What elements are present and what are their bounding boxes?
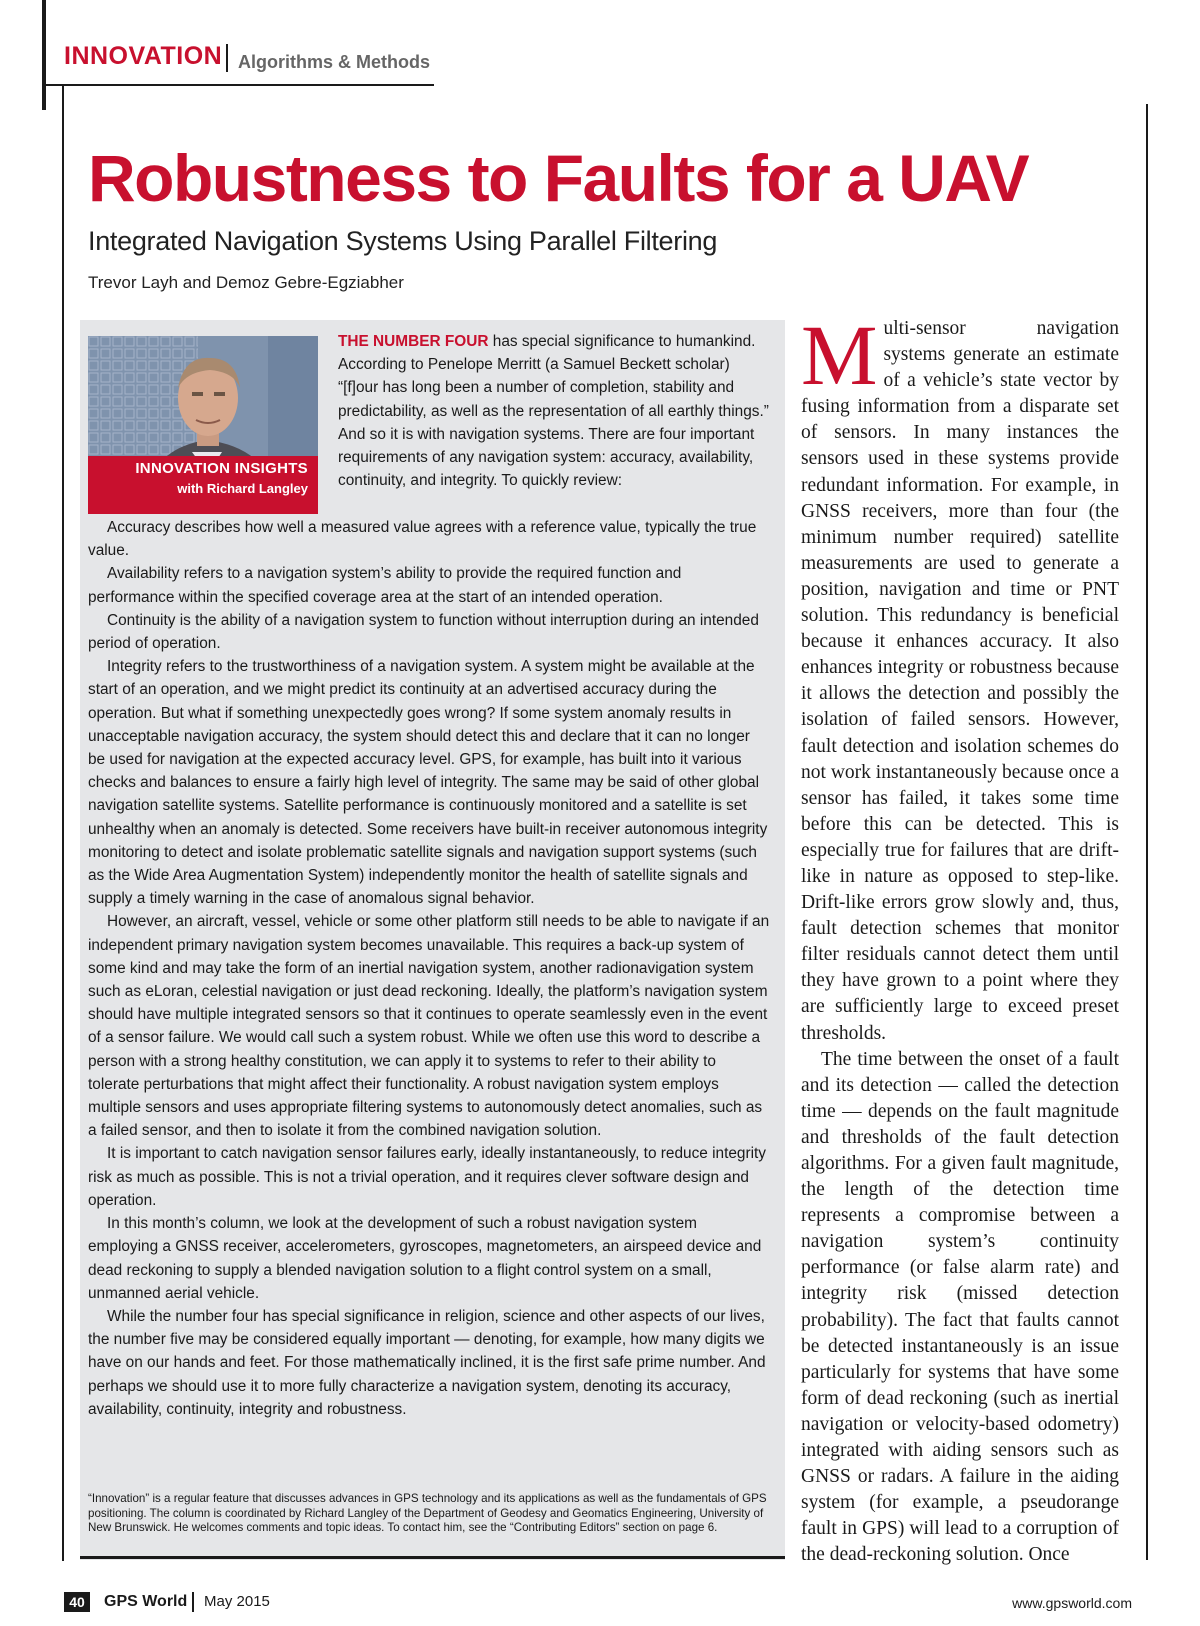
- article-authors: Trevor Layh and Demoz Gebre-Egziabher: [88, 273, 404, 292]
- header-underline: [46, 84, 434, 86]
- article-paragraph: [801, 307, 1119, 1047]
- header-left-rule: [42, 0, 46, 110]
- publication-name: GPS World: [104, 1593, 188, 1610]
- article-title: Robustness to Faults for a UAV: [88, 141, 1029, 215]
- section-tag: INNOVATION: [64, 42, 223, 70]
- first-paragraph-text: ulti-sensor navigation systems generate an estimate of a vehicle’s state vector by fusing information from a disparate set of sensors. In many instances the sensors used in these systems provide redundant information. For example, in GNSS receivers, more than four (the minimum number required) satellite measurements are used to generate a position, navigation and time or PNT solution. This redundancy is beneficial because it enhances accuracy. It also enhances integrity or robustness because it allows the detection and possibly the isolation of failed sensors. However, fault detection and isolation schemes do not work instantaneously because once a sensor has failed, it takes some time before this can be detected. This is especially true for failures that are drift-like in nature as opposed to step-like. Drift-like errors grow slowly and, thus, fault detection schemes that monitor filter residuals cannot detect them until they have grown to a point where they are sufficiently large to exceed preset thresholds.: [801, 318, 1119, 1044]
- drop-cap: M: [801, 307, 878, 403]
- innovation-insights-badge: [88, 456, 318, 514]
- section-subtitle: Algorithms & Methods: [238, 52, 430, 72]
- insights-paragraph: However, an aircraft, vessel, vehicle or some other platform still needs to be able to navigate if an independent primary navigation system becomes unavailable. This requires a back-up system of some kind and may take the form of an inertial navigation system, another radionavigation system such as eLoran, celestial navigation or just dead reckoning. Ideally, the platform’s navigation system should have multiple integrated sensors so that it continues to operate seamlessly even in the event of a sensor failure. We would call such a system robust. While we often use this word to describe a person with a strong healthy constitution, we can apply it to systems to refer to their ability to tolerate perturbations that might affect their functionality. A robust navigation system employs multiple sensors and uses appropriate filtering systems to autonomously detect anomalies, such as a failed sensor, and then to isolate it from the combined navigation solution.: [88, 913, 770, 1140]
- article-subtitle: Integrated Navigation Systems Using Parallel Filtering: [88, 226, 718, 256]
- insights-paragraph: Availability refers to a navigation system’s ability to provide the required function and performance within the specified coverage area at the start of an intended operation.: [88, 565, 682, 606]
- insights-paragraph: Integrity refers to the trustworthiness of a navigation system. A system might be available at the start of an operation, and we might predict its continuity at an advertised accuracy during the operation. But what if something unexpectedly goes wrong? If some system anomaly results in unacceptable navigation accuracy, the system should detect this and declare that it can no longer be used for navigation at the expected accuracy level. GPS, for example, has built into it various checks and balances to ensure a fairly high level of integrity. The same may be said of other global navigation satellite systems. Satellite performance is continuously monitored and a satellite is set unhealthy when an anomaly is detected. Some receivers have built-in receiver autonomous integrity monitoring to detect and isolate problematic satellite signals and navigation support systems (such as the Wide Area Augmentation System) independently monitor the health of satellite signals and supply a timely warning in the case of anomalous signal behavior.: [88, 658, 768, 908]
- section-separator: [226, 44, 228, 72]
- badge-title: INNOVATION INSIGHTS: [135, 460, 308, 477]
- article-paragraph: The time between the onset of a fault and its detection — called the detection time — depends on the fault magnitude and thresholds of the fault detection algorithms. For a given fault magnitude, the length of the detection time represents a compromise between a navigation system’s continuity performance (or false alarm rate) and integrity risk (missed detection probability). The fact that faults cannot be detected instantaneously is an issue particularly for systems that have some form of dead reckoning (such as inertial navigation or velocity-based odometry) integrated with aiding sensors such as GNSS or radars. A failure in the aiding system (for example, a pseudorange fault in GPS) will lead to a corruption of the dead-reckoning solution. Once: [801, 1048, 1119, 1566]
- insights-paragraph: Accuracy describes how well a measured value agrees with a reference value, typically the true value.: [88, 519, 757, 560]
- box-bottom-rule: [80, 1556, 785, 1559]
- insights-paragraph: While the number four has special significance in religion, science and other aspects of our lives, the number five may be considered equally important — denoting, for example, how many digits we have on our hands and feet. For those mathematically inclined, it is the first safe prime number. And perhaps we should use it to more fully characterize a navigation system, denoting its accuracy, availability, continuity, integrity and robustness.: [88, 1307, 766, 1418]
- page-number: 40: [64, 1592, 90, 1612]
- badge-columnist: with Richard Langley: [177, 481, 308, 496]
- column-right-rule: [1146, 104, 1148, 1560]
- article-body-column: [801, 307, 1119, 1569]
- insights-paragraph: In this month’s column, we look at the development of such a robust navigation system employing a GNSS receiver, accelerometers, gyroscopes, magnetometers, an airspeed device and dead reckoning to supply a blended navigation solution to a flight control system on a small, unmanned aerial vehicle.: [88, 1215, 762, 1302]
- insights-paragraph: It is important to catch navigation sensor failures early, ideally instantaneously, to reduce integrity risk as much as possible. This is not a trivial operation, and it requires clever software design and operation.: [88, 1145, 767, 1209]
- page-frame-rule: [62, 86, 64, 1561]
- intro-lead: THE NUMBER FOUR: [338, 333, 489, 350]
- column-footnote: “Innovation” is a regular feature that discusses advances in GPS technology and its applications as well as the fundamentals of GPS positioning. The column is coordinated by Richard Langley of the Department of Geodesy and Geomatics Engineering, University of New Brunswick. He welcomes comments and topic ideas. To contact him, see the “Contributing Editors” section on page 6.: [88, 1492, 767, 1534]
- issue-date: May 2015: [204, 1593, 270, 1610]
- website-link[interactable]: www.gpsworld.com: [1012, 1595, 1132, 1611]
- insights-paragraph: Continuity is the ability of a navigation system to function without interruption during an intended period of operation.: [88, 611, 759, 653]
- insights-intro: [338, 330, 770, 492]
- intro-text: has special significance to humankind. According to Penelope Merritt (a Samuel Beckett scholar) “[f]our has long been a number of completion, stability and predictability, as well as the representation of all earthly things.” And so it is with navigation systems. There are four important requirements of any navigation system: accuracy, availability, continuity, and integrity. To quickly review:: [338, 333, 769, 490]
- footer-separator: [192, 1592, 194, 1612]
- insights-body: [88, 516, 770, 1421]
